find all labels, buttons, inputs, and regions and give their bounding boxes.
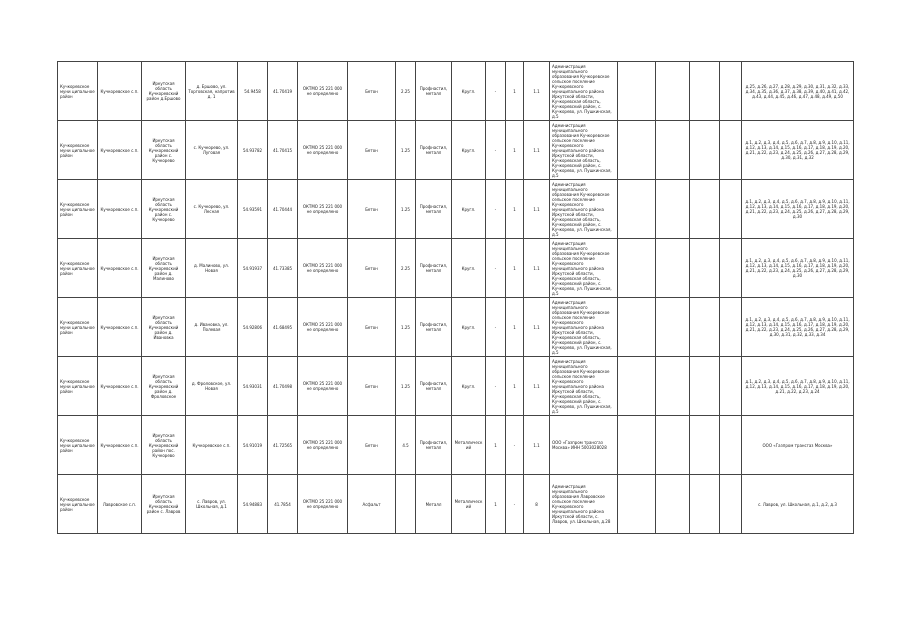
cell-lon: 41.70415	[268, 121, 298, 180]
table-row	[58, 121, 854, 180]
cell-type: Профнастил, металл	[416, 239, 452, 298]
table-row	[58, 298, 854, 357]
cell-empty	[656, 62, 690, 121]
cell-access: Металлический	[452, 475, 486, 534]
cell-settlement: Лавровское с.п.	[98, 475, 142, 534]
cell-empty	[690, 357, 720, 416]
cell-area: 2.25	[396, 239, 416, 298]
cell-empty	[690, 298, 720, 357]
cell-lat: 54.93031	[238, 357, 268, 416]
cell-area: 2.25	[396, 62, 416, 121]
cell-district: Кучкоревское муни ципальное район	[58, 475, 98, 534]
cell-region: Иркутская область Кучкоревский район д. Фроловское	[142, 357, 186, 416]
cell-district: Кучкоревское муни ципальное район	[58, 416, 98, 475]
cell-owner: Администрация муниципального образования Кучкоревское сельское поселение Кучкоревского муниципального района Иркутской области, Кучкоревская область, Кучкоревский район, с. Кучкорево, ул. Пушкинская, д.5	[550, 298, 618, 357]
cell-owner: Администрация муниципального образования Кучкоревское сельское поселение Кучкоревского муниципального района Иркутской области, Кучкоревская область, Кучкоревский район, с. Кучкорево, ул. Пушкинская, д.5	[550, 62, 618, 121]
cell-settlement: Кучкоревское с.п.	[98, 357, 142, 416]
registry-table	[57, 61, 854, 534]
cell-lon: 41.70419	[268, 62, 298, 121]
cell-source	[618, 62, 656, 121]
cell-cadastre: ОКТМО 25 221 000 не определено	[298, 416, 348, 475]
cell-lat: 54.93782	[238, 121, 268, 180]
cell-region: Иркутская область Кучкоревский район с. Кучкорево	[142, 180, 186, 239]
cell-n1: -	[486, 357, 506, 416]
cell-serviced: д.1, д.2, д.3, д.4, д.5, д.6, д.7, д.8, д.9, д.10, д.11, д.12, д.13, д.14, д.15, д.16, д.17, д.18, д.19, д.20, д.21, д.22, д.23, д.24, д.25, д.26, д.27, д.28, д.29, д.30, д.31, д.32, д.33, д.34	[742, 298, 854, 357]
table-row	[58, 62, 854, 121]
cell-access: Кругл.	[452, 298, 486, 357]
cell-serviced: д.1, д.2, д.3, д.4, д.5, д.6, д.7, д.8, д.9, д.10, д.11, д.12, д.13, д.14, д.15, д.16, д.17, д.18, д.19, д.20, д.21, д.22, д.23, д.24, д.25, д.26, д.27, д.28, д.29, д.30	[742, 239, 854, 298]
cell-n1: -	[486, 239, 506, 298]
cell-cadastre: ОКТМО 25 221 000 не определено	[298, 239, 348, 298]
cell-cadastre: ОКТМО 25 221 000 не определено	[298, 62, 348, 121]
cell-n3: 1.1	[524, 121, 550, 180]
cell-type: Профнастил, металл	[416, 416, 452, 475]
cell-district: Кучкоревское муни ципальное район	[58, 121, 98, 180]
cell-access: Кругл.	[452, 121, 486, 180]
cell-lon: 41.72565	[268, 416, 298, 475]
cell-address: с. Кучкорево, ул. Лесная	[186, 180, 238, 239]
cell-empty	[690, 180, 720, 239]
cell-settlement: Кучкоревское с.п.	[98, 298, 142, 357]
cell-cadastre: ОКТМО 25 221 000 не определено	[298, 298, 348, 357]
cell-type: Профнастил, металл	[416, 357, 452, 416]
cell-n2: 1	[506, 298, 524, 357]
cell-lat: 54.9458	[238, 62, 268, 121]
cell-source	[618, 180, 656, 239]
cell-lon: 41.7854	[268, 475, 298, 534]
cell-empty	[720, 239, 742, 298]
cell-empty	[656, 298, 690, 357]
cell-region: Иркутская область Кучкоревский район пос. Кучкорево	[142, 416, 186, 475]
cell-lon: 41.73385	[268, 239, 298, 298]
cell-owner: Администрация муниципального образования Кучкоревское сельское поселение Кучкоревского муниципального района Иркутской области, Кучкоревская область, Кучкоревский район, с. Кучкорево, ул. Пушкинская, д.5	[550, 180, 618, 239]
cell-serviced: с. Лавров, ул. Школьная, д.1, д.2, д.3	[742, 475, 854, 534]
cell-cadastre: ОКТМО 25 221 000 не определено	[298, 180, 348, 239]
cell-n1: -	[486, 180, 506, 239]
cell-n2: 1	[506, 357, 524, 416]
cell-n3: 1.1	[524, 357, 550, 416]
cell-region: Иркутская область Кучкоревский район с. Лавров	[142, 475, 186, 534]
cell-area: 1.25	[396, 357, 416, 416]
cell-region: Иркутская область Кучкоревский район д. Ивановка	[142, 298, 186, 357]
cell-area: 1.25	[396, 180, 416, 239]
cell-access: Кругл.	[452, 62, 486, 121]
table-row	[58, 357, 854, 416]
cell-address: д. Ершово, ул. Торговская, напротив д. 1	[186, 62, 238, 121]
cell-lon: 41.68495	[268, 298, 298, 357]
cell-n3: 1.1	[524, 416, 550, 475]
cell-n2: -	[506, 416, 524, 475]
cell-cadastre: ОКТМО 25 221 000 не определено	[298, 475, 348, 534]
cell-access: Кругл.	[452, 239, 486, 298]
cell-owner: Администрация муниципального образования Кучкоревское сельское поселение Кучкоревского муниципального района Иркутской области, Кучкоревская область, Кучкоревский район, с. Кучкорево, ул. Пушкинская, д.5	[550, 357, 618, 416]
cell-region: Иркутская область Кучкоревский район д. Малиново	[142, 239, 186, 298]
cell-area: 1.25	[396, 121, 416, 180]
cell-empty	[656, 416, 690, 475]
cell-n1: -	[486, 298, 506, 357]
cell-area	[396, 475, 416, 534]
cell-source	[618, 475, 656, 534]
cell-empty	[720, 121, 742, 180]
cell-empty	[720, 180, 742, 239]
cell-type: Профнастил, металл	[416, 298, 452, 357]
cell-lat: 54.92806	[238, 298, 268, 357]
cell-n1: 1	[486, 475, 506, 534]
cell-coating: Бетон	[348, 416, 396, 475]
cell-type: Профнастил, металл	[416, 62, 452, 121]
cell-empty	[656, 475, 690, 534]
cell-coating: Бетон	[348, 121, 396, 180]
cell-n3: 8	[524, 475, 550, 534]
cell-n1: -	[486, 62, 506, 121]
cell-region: Иркутская область Кучкоревский район д.Ершово	[142, 62, 186, 121]
cell-region: Иркутская область Кучкоревский район с. Кучкорево	[142, 121, 186, 180]
cell-area: 1.25	[396, 298, 416, 357]
cell-coating: Бетон	[348, 239, 396, 298]
cell-n2: 1	[506, 121, 524, 180]
cell-cadastre: ОКТМО 25 221 000 не определено	[298, 121, 348, 180]
cell-empty	[690, 62, 720, 121]
table-row	[58, 416, 854, 475]
cell-address: д. Ивановка, ул. Полевая	[186, 298, 238, 357]
cell-n3: 1.1	[524, 180, 550, 239]
cell-owner: Администрация муниципального образования Кучкоревское сельское поселение Кучкоревского муниципального района Иркутской области, Кучкоревская область, Кучкоревский район, с. Кучкорево, ул. Пушкинская, д.5	[550, 121, 618, 180]
cell-n3: 1.1	[524, 62, 550, 121]
cell-n2: 1	[506, 62, 524, 121]
cell-district: Кучкоревское муни ципальное район	[58, 180, 98, 239]
cell-owner: ООО «Газпром трансгаз Москва» ИНН 5003028028	[550, 416, 618, 475]
cell-type: Профнастил, металл	[416, 121, 452, 180]
cell-settlement: Кучкоревское с.п.	[98, 180, 142, 239]
cell-serviced: д.1, д.2, д.3, д.4, д.5, д.6, д.7, д.8, д.9, д.10, д.11, д.12, д.13, д.14, д.15, д.16, д.17, д.18, д.19, д.20, д.21, д.22, д.23, д.24, д.25, д.26, д.27, д.28, д.29, д.30, д.31, д.32	[742, 121, 854, 180]
cell-lat: 54.91019	[238, 416, 268, 475]
cell-access: Металлический	[452, 416, 486, 475]
cell-access: Кругл.	[452, 180, 486, 239]
cell-empty	[690, 475, 720, 534]
cell-settlement: Кучкоревское с.п.	[98, 121, 142, 180]
cell-serviced: д.25, д.26, д.27, д.28, д.29, д.30, д.31, д.32, д.33, д.34, д.35, д.36, д.37, д.38, д.39, д.40, д.41, д.42, д.43, д.44, д.45, д.46, д.47, д.48, д.49, д.50	[742, 62, 854, 121]
cell-serviced: ООО «Газпром трансгаз Москва»	[742, 416, 854, 475]
cell-district: Кучкоревское муни ципальное район	[58, 62, 98, 121]
cell-address: д. Фроловское, ул. Новая	[186, 357, 238, 416]
cell-empty	[656, 239, 690, 298]
cell-empty	[720, 62, 742, 121]
cell-lat: 54.91937	[238, 239, 268, 298]
table-row	[58, 239, 854, 298]
cell-n3: 1.1	[524, 239, 550, 298]
cell-address: д. Малиново, ул. Новая	[186, 239, 238, 298]
cell-lon: 41.70444	[268, 180, 298, 239]
cell-district: Кучкоревское муни ципальное район	[58, 239, 98, 298]
cell-n1: -	[486, 121, 506, 180]
cell-access: Кругл.	[452, 357, 486, 416]
cell-source	[618, 298, 656, 357]
cell-area: 4.5	[396, 416, 416, 475]
cell-coating: Бетон	[348, 357, 396, 416]
cell-owner: Администрация муниципального образования Лавровское сельское поселение Кучкоревского муниципального района Иркутской области, с. Лавров, ул. Школьная, д.28	[550, 475, 618, 534]
cell-n2: -	[506, 475, 524, 534]
cell-settlement: Кучкоревское с.п.	[98, 62, 142, 121]
cell-empty	[720, 357, 742, 416]
cell-empty	[690, 416, 720, 475]
cell-address: с. Кучкорево, ул. Луговая	[186, 121, 238, 180]
cell-coating: Бетон	[348, 180, 396, 239]
cell-source	[618, 416, 656, 475]
cell-source	[618, 239, 656, 298]
cell-empty	[720, 416, 742, 475]
table-row	[58, 180, 854, 239]
cell-coating: Бетон	[348, 62, 396, 121]
cell-n1: 1	[486, 416, 506, 475]
cell-n2: 1	[506, 239, 524, 298]
cell-serviced: д.1, д.2, д.3, д.4, д.5, д.6, д.7, д.8, д.9, д.10, д.11, д.12, д.13, д.14, д.15, д.16, д.17, д.18, д.19, д.20, д.21, д.22, д.23, д.24	[742, 357, 854, 416]
cell-serviced: д.1, д.2, д.3, д.4, д.5, д.6, д.7, д.8, д.9, д.10, д.11, д.12, д.13, д.14, д.15, д.16, д.17, д.18, д.19, д.20, д.21, д.22, д.23, д.24, д.25, д.26, д.27, д.28, д.29, д.30	[742, 180, 854, 239]
cell-settlement: Кучкоревское с.п.	[98, 416, 142, 475]
table-row	[58, 475, 854, 534]
cell-lat: 54.93591	[238, 180, 268, 239]
cell-empty	[656, 357, 690, 416]
cell-source	[618, 121, 656, 180]
cell-district: Кучкоревское муни ципальное район	[58, 298, 98, 357]
cell-cadastre: ОКТМО 25 221 000 не определено	[298, 357, 348, 416]
cell-coating: Бетон	[348, 298, 396, 357]
cell-n2: 1	[506, 180, 524, 239]
cell-empty	[720, 475, 742, 534]
cell-lat: 54.94883	[238, 475, 268, 534]
cell-district: Кучкоревское муни ципальное район	[58, 357, 98, 416]
cell-n3: 1.1	[524, 298, 550, 357]
cell-coating: Асфальт	[348, 475, 396, 534]
cell-owner: Администрация муниципального образования Кучкоревское сельское поселение Кучкоревского муниципального района Иркутской области, Кучкоревская область, Кучкоревский район, с. Кучкорево, ул. Пушкинская, д.5	[550, 239, 618, 298]
cell-source	[618, 357, 656, 416]
cell-lon: 41.70498	[268, 357, 298, 416]
table-body	[58, 62, 854, 534]
cell-empty	[690, 239, 720, 298]
cell-empty	[690, 121, 720, 180]
cell-settlement: Кучкоревское с.п.	[98, 239, 142, 298]
cell-empty	[656, 121, 690, 180]
cell-address: с. Лавров, ул. Школьная, д.1	[186, 475, 238, 534]
cell-empty	[720, 298, 742, 357]
cell-type: Металл	[416, 475, 452, 534]
cell-empty	[656, 180, 690, 239]
cell-type: Профнастил, металл	[416, 180, 452, 239]
cell-address: Кучкоревское с.п.	[186, 416, 238, 475]
